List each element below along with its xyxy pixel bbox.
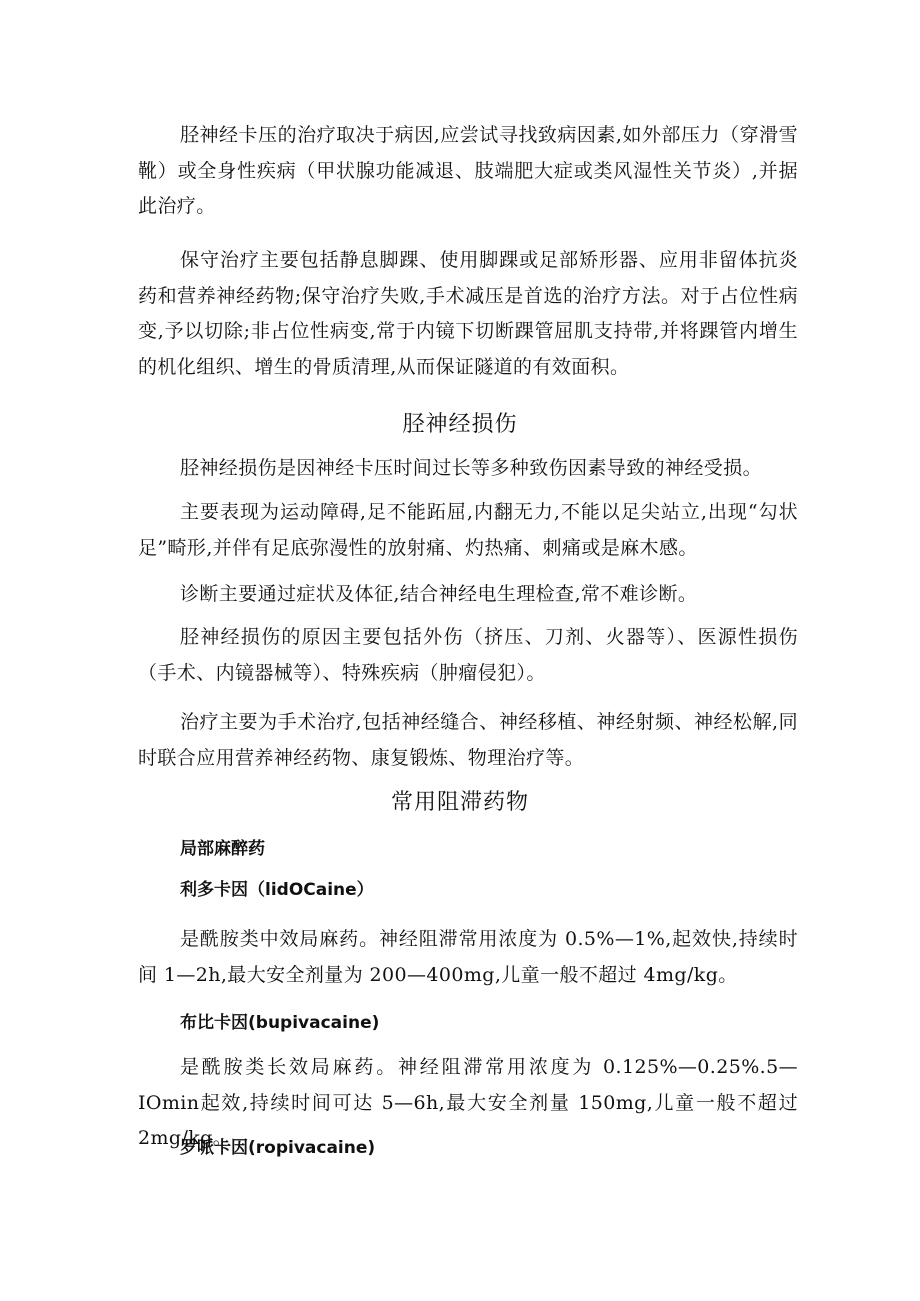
paragraph-injury-definition: 胫神经损伤是因神经卡压时间过长等多种致伤因素导致的神经受损。: [180, 457, 763, 479]
heading-tibial-nerve-injury: 胫神经损伤: [402, 412, 518, 437]
paragraph-bupivacaine: 是酰胺类长效局麻药。神经阻滞常用浓度为 0.125%—0.25%.5—IOmin起效,持续时间可达 5—6h,最大安全剂量 150mg,儿童一般不超过 2mg∕kg。: [138, 1056, 798, 1149]
paragraph-injury-symptoms: 主要表现为运动障碍,足不能跖屈,内翻无力,不能以足尖站立,出现“勾状足”畸形,并伴有足底弥漫性的放射痛、灼热痛、刺痛或是麻木感。: [138, 501, 798, 559]
heading-common-blocking-drugs: 常用阻滞药物: [390, 790, 529, 815]
subheading-bupivacaine: 布比卡因(bupivacaine): [180, 1013, 380, 1033]
paragraph-treatment-cause: 胫神经卡压的治疗取决于病因,应尝试寻找致病因素,如外部压力（穿滑雪靴）或全身性疾病（甲状腺功能减退、肢端肥大症或类风湿性关节炎）,并据此治疗。: [138, 124, 798, 217]
subheading-local-anesthetics: 局部麻醉药: [180, 839, 265, 859]
paragraph-diagnosis: 诊断主要通过症状及体征,结合神经电生理检查,常不难诊断。: [180, 583, 698, 605]
paragraph-conservative-treatment: 保守治疗主要包括静息脚踝、使用脚踝或足部矫形器、应用非留体抗炎药和营养神经药物;保守治疗失败,手术减压是首选的治疗方法。对于占位性病变,予以切除;非占位性病变,常于内镜下切断踝管屈肌支持带,并将踝管内增生的机化组织、增生的骨质清理,从而保证隧道的有效面积。: [138, 249, 798, 378]
subheading-ropivacaine: 罗哌卡因(ropivacaine): [180, 1138, 376, 1158]
paragraph-lidocaine: 是酰胺类中效局麻药。神经阻滞常用浓度为 0.5%—1%,起效快,持续时间 1—2h,最大安全剂量为 200—400mg,儿童一般不超过 4mg∕kg。: [138, 928, 798, 986]
paragraph-injury-treatment: 治疗主要为手术治疗,包括神经缝合、神经移植、神经射频、神经松解,同时联合应用营养神经药物、康复锻炼、物理治疗等。: [138, 711, 798, 769]
subheading-lidocaine: 利多卡因（lidOCaine）: [180, 880, 374, 900]
paragraph-injury-causes: 胫神经损伤的原因主要包括外伤（挤压、刀剂、火器等）、医源性损伤（手术、内镜器械等）、特殊疾病（肿瘤侵犯）。: [138, 626, 798, 684]
